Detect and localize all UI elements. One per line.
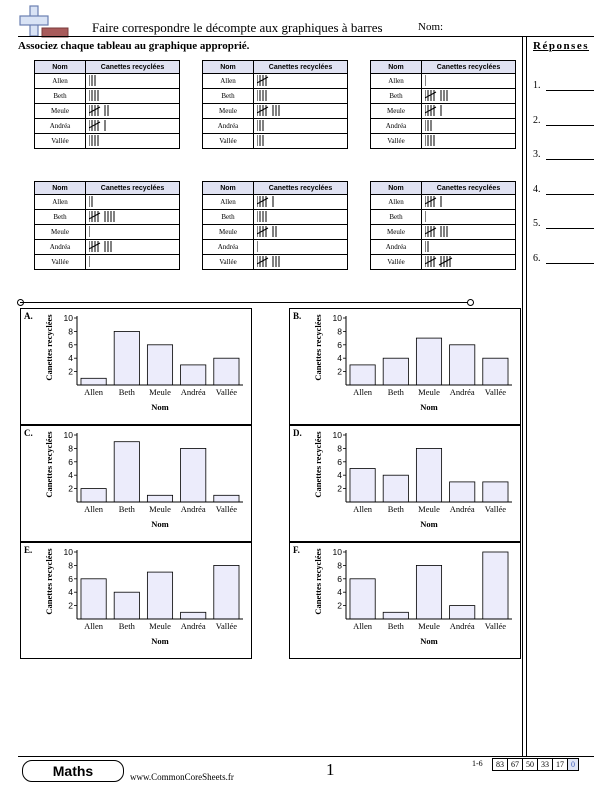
chart-letter: B. <box>293 311 302 321</box>
y-tick-label: 6 <box>337 456 342 467</box>
chart-letter: C. <box>24 428 33 438</box>
y-axis-label: Canettes recyclées <box>313 548 323 615</box>
row-tally <box>254 74 348 89</box>
x-tick-label: Allen <box>353 387 373 397</box>
y-tick-label: 4 <box>68 470 73 481</box>
row-tally <box>254 195 348 210</box>
bar <box>416 448 441 502</box>
page-number: 1 <box>326 760 335 779</box>
chart-panel <box>20 542 252 659</box>
row-name: Meule <box>35 104 86 119</box>
x-tick-label: Beth <box>387 387 404 397</box>
answers-divider <box>522 36 523 756</box>
row-name: Meule <box>203 104 254 119</box>
table-row <box>371 210 516 225</box>
answer-line[interactable] <box>546 90 594 91</box>
answer-line[interactable] <box>546 194 594 195</box>
row-name: Vallée <box>371 255 422 270</box>
x-tick-label: Vallée <box>215 387 238 397</box>
tally-marks <box>257 256 327 267</box>
bar <box>350 365 375 385</box>
tally-table <box>202 181 348 270</box>
tally-table <box>202 60 348 149</box>
row-name: Allen <box>371 74 422 89</box>
tally-marks <box>257 135 327 146</box>
x-tick-label: Meule <box>418 621 440 631</box>
bar <box>383 612 408 619</box>
tally-marks <box>425 256 495 267</box>
charts-divider <box>20 302 472 303</box>
tally-marks <box>425 120 495 131</box>
score-cell: 83 <box>493 759 508 771</box>
bar <box>416 338 441 385</box>
row-tally <box>86 134 180 149</box>
row-tally <box>422 74 516 89</box>
row-tally <box>422 134 516 149</box>
row-name: Allen <box>371 195 422 210</box>
bar <box>81 378 106 385</box>
row-name: Beth <box>203 89 254 104</box>
column-header-count: Canettes recyclées <box>86 61 180 74</box>
y-tick-label: 6 <box>68 339 73 350</box>
table-row <box>35 225 180 240</box>
row-name: Vallée <box>203 255 254 270</box>
y-axis-label: Canettes recyclées <box>44 314 54 381</box>
row-name: Allen <box>203 195 254 210</box>
row-tally <box>254 89 348 104</box>
y-tick-label: 2 <box>68 366 73 377</box>
row-name: Andréa <box>203 119 254 134</box>
table-row <box>203 104 348 119</box>
bar-chart <box>290 543 520 658</box>
y-tick-label: 8 <box>68 560 73 571</box>
tally-table <box>34 60 180 149</box>
row-tally <box>422 195 516 210</box>
table-header-row <box>371 182 516 195</box>
bar <box>181 612 206 619</box>
row-name: Allen <box>35 74 86 89</box>
y-tick-label: 8 <box>337 326 342 337</box>
bar-chart <box>21 426 251 541</box>
bar <box>147 572 172 619</box>
table-row <box>371 255 516 270</box>
column-header-count: Canettes recyclées <box>254 182 348 195</box>
table-row <box>203 210 348 225</box>
bar <box>114 331 139 385</box>
bar <box>416 565 441 619</box>
row-name: Vallée <box>35 134 86 149</box>
tally-marks <box>89 196 159 207</box>
x-axis-label: Nom <box>151 402 169 412</box>
x-axis-label: Nom <box>420 636 438 646</box>
answers-title: Réponses <box>533 40 590 52</box>
x-axis-label: Nom <box>420 402 438 412</box>
tally-marks <box>425 90 495 101</box>
bar <box>450 482 475 502</box>
row-tally <box>86 240 180 255</box>
answer-line[interactable] <box>546 263 594 264</box>
row-tally <box>86 89 180 104</box>
chart-panel <box>20 308 252 425</box>
answer-number: 1. <box>533 80 541 91</box>
row-tally <box>86 74 180 89</box>
table-row <box>35 255 180 270</box>
x-tick-label: Beth <box>387 504 404 514</box>
column-header-count: Canettes recyclées <box>86 182 180 195</box>
bar <box>147 345 172 385</box>
table-row <box>371 89 516 104</box>
y-tick-label: 6 <box>68 456 73 467</box>
answers-divider <box>526 36 527 756</box>
worksheet-title: Faire correspondre le décompte aux graphiques à barres <box>92 20 383 35</box>
y-tick-label: 4 <box>337 587 342 598</box>
instructions: Associez chaque tableau au graphique approprié. <box>18 40 250 52</box>
tally-marks <box>257 226 327 237</box>
bar-chart <box>21 543 251 658</box>
x-tick-label: Beth <box>118 387 135 397</box>
table-row <box>35 119 180 134</box>
tally-table <box>370 60 516 149</box>
chart-panel <box>289 542 521 659</box>
bar <box>214 495 239 502</box>
bar <box>181 448 206 502</box>
x-axis-label: Nom <box>420 519 438 529</box>
x-tick-label: Allen <box>353 504 373 514</box>
x-axis-label: Nom <box>151 519 169 529</box>
bar <box>214 565 239 619</box>
bar <box>214 358 239 385</box>
column-header-count: Canettes recyclées <box>422 61 516 74</box>
column-header-name: Nom <box>371 182 422 195</box>
y-tick-label: 10 <box>332 547 342 557</box>
table-header-row <box>371 61 516 74</box>
y-axis-label: Canettes recyclées <box>313 314 323 381</box>
column-header-count: Canettes recyclées <box>422 182 516 195</box>
y-tick-label: 2 <box>68 600 73 611</box>
y-tick-label: 10 <box>63 547 73 557</box>
row-tally <box>422 89 516 104</box>
tally-marks <box>89 256 159 267</box>
y-tick-label: 10 <box>332 430 342 440</box>
tally-marks <box>425 241 495 252</box>
answer-line[interactable] <box>546 125 594 126</box>
tally-marks <box>89 135 159 146</box>
table-row <box>35 134 180 149</box>
table-row <box>35 240 180 255</box>
bar <box>483 482 508 502</box>
row-tally <box>422 225 516 240</box>
tally-marks <box>89 120 159 131</box>
table-row <box>35 89 180 104</box>
tally-marks <box>425 211 495 222</box>
answer-number: 2. <box>533 114 541 126</box>
x-tick-label: Vallée <box>484 387 507 397</box>
x-tick-label: Vallée <box>215 621 238 631</box>
row-name: Vallée <box>203 134 254 149</box>
column-header-name: Nom <box>35 61 86 74</box>
column-header-count: Canettes recyclées <box>254 61 348 74</box>
x-tick-label: Allen <box>84 504 104 514</box>
x-axis-label: Nom <box>151 636 169 646</box>
chart-panel <box>289 308 521 425</box>
bar <box>350 469 375 503</box>
y-tick-label: 10 <box>63 430 73 440</box>
y-axis-label: Canettes recyclées <box>313 431 323 498</box>
table-row <box>203 240 348 255</box>
y-tick-label: 10 <box>63 313 73 323</box>
y-tick-label: 8 <box>337 560 342 571</box>
bar <box>147 495 172 502</box>
website-link[interactable]: www.CommonCoreSheets.fr <box>130 772 234 782</box>
tally-marks <box>425 75 495 86</box>
row-name: Andréa <box>35 119 86 134</box>
bar <box>114 442 139 502</box>
score-cell: 50 <box>523 759 538 771</box>
bar <box>81 579 106 619</box>
answer-number: 5. <box>533 218 541 229</box>
tally-marks <box>89 75 159 86</box>
bar <box>350 579 375 619</box>
x-tick-label: Andréa <box>449 504 475 514</box>
x-tick-label: Andréa <box>180 387 206 397</box>
tally-marks <box>89 211 159 222</box>
rule-endpoint <box>467 299 474 306</box>
chart-panel <box>289 425 521 542</box>
row-name: Vallée <box>371 134 422 149</box>
x-tick-label: Allen <box>84 621 104 631</box>
subject-badge: Maths <box>22 760 124 782</box>
row-name: Allen <box>203 74 254 89</box>
row-tally <box>422 210 516 225</box>
bar <box>81 489 106 502</box>
row-name: Meule <box>203 225 254 240</box>
x-tick-label: Meule <box>149 504 171 514</box>
row-name: Beth <box>35 89 86 104</box>
row-tally <box>86 104 180 119</box>
x-tick-label: Beth <box>118 504 135 514</box>
answer-number: 6. <box>533 252 541 264</box>
tally-marks <box>257 241 327 252</box>
chart-letter: D. <box>293 428 302 438</box>
x-tick-label: Meule <box>149 387 171 397</box>
row-tally <box>254 255 348 270</box>
chart-letter: E. <box>24 545 33 555</box>
y-tick-label: 6 <box>337 339 342 350</box>
x-tick-label: Andréa <box>180 504 206 514</box>
x-tick-label: Andréa <box>449 387 475 397</box>
y-tick-label: 2 <box>337 483 342 494</box>
table-row <box>371 74 516 89</box>
row-tally <box>254 134 348 149</box>
bar <box>383 475 408 502</box>
row-name: Beth <box>371 210 422 225</box>
x-tick-label: Andréa <box>449 621 475 631</box>
tally-marks <box>89 90 159 101</box>
bar <box>483 358 508 385</box>
bar <box>450 345 475 385</box>
table-row <box>371 225 516 240</box>
x-tick-label: Andréa <box>180 621 206 631</box>
row-name: Andréa <box>203 240 254 255</box>
row-tally <box>422 240 516 255</box>
y-axis-label: Canettes recyclées <box>44 431 54 498</box>
y-axis-label: Canettes recyclées <box>44 548 54 615</box>
y-tick-label: 8 <box>68 443 73 454</box>
header-divider <box>18 36 594 37</box>
y-tick-label: 4 <box>337 470 342 481</box>
table-row <box>203 89 348 104</box>
row-tally <box>86 119 180 134</box>
row-name: Meule <box>371 104 422 119</box>
row-tally <box>422 255 516 270</box>
x-tick-label: Beth <box>118 621 135 631</box>
tally-marks <box>257 90 327 101</box>
y-tick-label: 2 <box>68 483 73 494</box>
table-row <box>203 119 348 134</box>
bar <box>181 365 206 385</box>
row-tally <box>86 195 180 210</box>
table-header-row <box>35 61 180 74</box>
table-row <box>203 195 348 210</box>
tally-marks <box>425 105 495 116</box>
answer-line[interactable] <box>546 228 594 229</box>
y-tick-label: 4 <box>68 353 73 364</box>
answer-line[interactable] <box>546 159 594 160</box>
tally-marks <box>257 211 327 222</box>
tally-marks <box>425 196 495 207</box>
table-row <box>371 134 516 149</box>
table-row <box>203 74 348 89</box>
y-tick-label: 4 <box>337 353 342 364</box>
y-tick-label: 2 <box>337 366 342 377</box>
row-tally <box>254 119 348 134</box>
chart-letter: A. <box>24 311 33 321</box>
table-row <box>35 104 180 119</box>
score-cell: 17 <box>553 759 568 771</box>
tally-marks <box>257 120 327 131</box>
row-tally <box>254 225 348 240</box>
row-tally <box>422 119 516 134</box>
table-row <box>203 134 348 149</box>
tally-marks <box>257 196 327 207</box>
x-tick-label: Meule <box>418 387 440 397</box>
score-cell: 33 <box>538 759 553 771</box>
score-range: 1-6 <box>472 759 483 768</box>
table-header-row <box>35 182 180 195</box>
y-tick-label: 6 <box>337 573 342 584</box>
score-row <box>493 759 579 771</box>
x-tick-label: Meule <box>149 621 171 631</box>
footer-divider <box>18 756 594 757</box>
table-row <box>35 195 180 210</box>
tally-marks <box>257 105 327 116</box>
answer-number: 3. <box>533 149 541 160</box>
bar-chart <box>290 309 520 424</box>
x-tick-label: Vallée <box>484 621 507 631</box>
worksheet-logo <box>18 4 70 38</box>
tally-table <box>34 181 180 270</box>
column-header-name: Nom <box>371 61 422 74</box>
row-tally <box>86 255 180 270</box>
bar <box>450 606 475 619</box>
row-name: Meule <box>35 225 86 240</box>
row-name: Meule <box>371 225 422 240</box>
y-tick-label: 6 <box>68 573 73 584</box>
column-header-name: Nom <box>203 182 254 195</box>
table-row <box>371 195 516 210</box>
chart-panel <box>20 425 252 542</box>
row-name: Beth <box>35 210 86 225</box>
table-row <box>371 104 516 119</box>
table-row <box>203 225 348 240</box>
bar <box>383 358 408 385</box>
row-name: Andréa <box>35 240 86 255</box>
score-cell: 67 <box>508 759 523 771</box>
row-tally <box>254 104 348 119</box>
table-row <box>371 240 516 255</box>
bar <box>483 552 508 619</box>
tally-marks <box>89 105 159 116</box>
table-header-row <box>203 61 348 74</box>
y-tick-label: 4 <box>68 587 73 598</box>
x-tick-label: Vallée <box>484 504 507 514</box>
table-row <box>203 255 348 270</box>
y-tick-label: 8 <box>337 443 342 454</box>
tally-marks <box>425 226 495 237</box>
row-name: Vallée <box>35 255 86 270</box>
x-tick-label: Allen <box>353 621 373 631</box>
row-tally <box>422 104 516 119</box>
row-tally <box>86 225 180 240</box>
tally-table <box>370 181 516 270</box>
tally-marks <box>257 75 327 86</box>
row-name: Andréa <box>371 240 422 255</box>
x-tick-label: Allen <box>84 387 104 397</box>
score-table <box>492 758 579 771</box>
chart-letter: F. <box>293 545 300 555</box>
row-tally <box>254 240 348 255</box>
table-header-row <box>203 182 348 195</box>
x-tick-label: Meule <box>418 504 440 514</box>
row-tally <box>254 210 348 225</box>
row-name: Andréa <box>371 119 422 134</box>
column-header-name: Nom <box>203 61 254 74</box>
tally-marks <box>425 135 495 146</box>
row-tally <box>86 210 180 225</box>
table-row <box>35 74 180 89</box>
bar-chart <box>290 426 520 541</box>
column-header-name: Nom <box>35 182 86 195</box>
score-cell: 0 <box>568 759 579 771</box>
bar <box>114 592 139 619</box>
y-tick-label: 8 <box>68 326 73 337</box>
y-tick-label: 10 <box>332 313 342 323</box>
x-tick-label: Vallée <box>215 504 238 514</box>
x-tick-label: Beth <box>387 621 404 631</box>
name-label: Nom: <box>418 21 444 33</box>
tally-marks <box>89 226 159 237</box>
row-name: Beth <box>371 89 422 104</box>
row-name: Allen <box>35 195 86 210</box>
answer-number: 4. <box>533 183 541 195</box>
y-tick-label: 2 <box>337 600 342 611</box>
table-row <box>371 119 516 134</box>
tally-marks <box>89 241 159 252</box>
table-row <box>35 210 180 225</box>
row-name: Beth <box>203 210 254 225</box>
bar-chart <box>21 309 251 424</box>
